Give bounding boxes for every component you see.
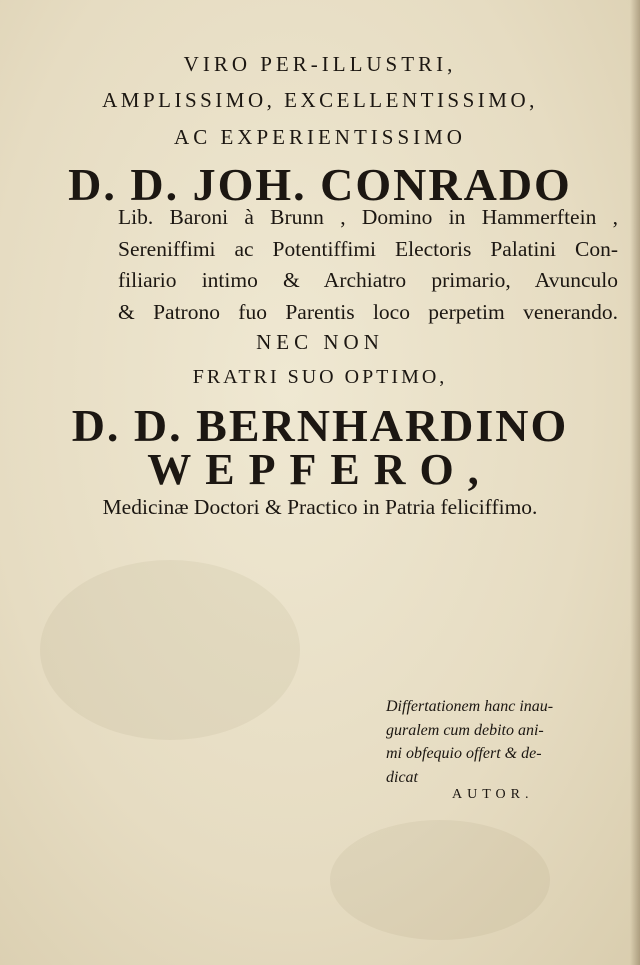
dedicatee-2-description: Medicinæ Doctori & Practico in Patria feliciffimo. <box>102 495 538 519</box>
fratri-line: FRATRI SUO OPTIMO, <box>192 366 448 388</box>
dedicatee-1-description <box>118 202 618 328</box>
description-line: Lib. Baroni à Brunn , Domino in Hammerftein , <box>118 205 618 229</box>
dedicatee-1-name: D. D. JOH. CONRADO <box>68 159 572 210</box>
author-signature: AUTOR. <box>452 787 534 802</box>
paper-stain <box>40 560 300 740</box>
title-line-1: VIRO PER-ILLUSTRI, <box>183 52 457 76</box>
dedication-line: Differtationem hanc inau- <box>386 698 554 715</box>
dedication-line: guralem cum debito ani- <box>386 721 544 739</box>
title-line-3: AC EXPERIENTISSIMO <box>174 125 466 149</box>
dedication-text <box>386 695 626 789</box>
title-line-2: AMPLISSIMO, EXCELLENTISSIMO, <box>102 88 538 112</box>
dedication-line: dicat <box>386 768 418 786</box>
connector-line: NEC NON <box>256 330 384 354</box>
description-line: Sereniffimi ac Potentiffimi Electoris Palatini Con- <box>118 236 618 261</box>
description-line: & Patrono fuo Parentis loco perpetim venerando. <box>118 299 618 324</box>
description-line: filiario intimo & Archiatro primario, Avunculo <box>118 268 618 292</box>
dedication-line: mi obfequio offert & de- <box>386 745 542 762</box>
dedicatee-2-name: D. D. BERNHARDINO <box>71 400 569 451</box>
paper-stain <box>330 820 550 940</box>
dedicatee-2-surname: WEPFERO, <box>147 445 493 494</box>
